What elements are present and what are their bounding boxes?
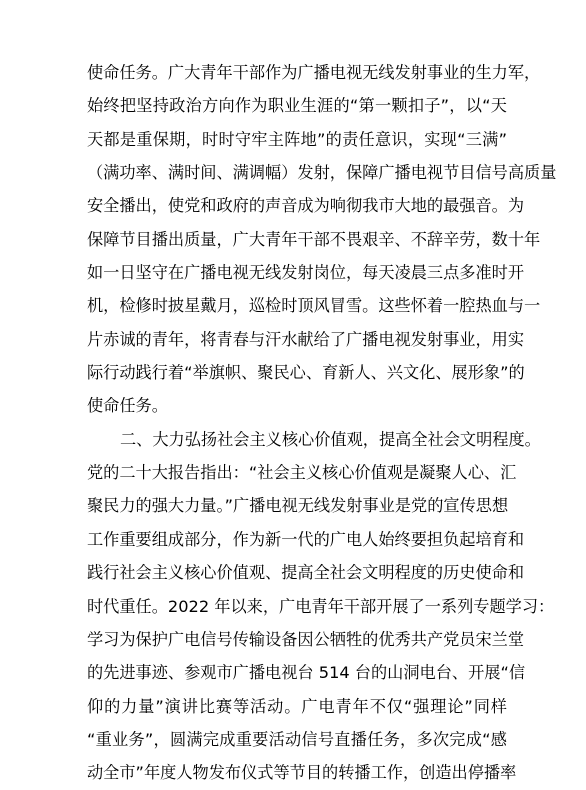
text-line: 践行社会主义核心价值观、提高全社会文明程度的历史使命和 <box>87 563 525 583</box>
text-line: 机，检修时披星戴月，巡检时顶风冒雪。这些怀着一腔热血与一 <box>87 296 541 316</box>
text-line: 天都是重保期，时时守牢主阵地”的责任意识，实现“三满” <box>87 129 507 149</box>
text-line: 始终把坚持政治方向作为职业生涯的“第一颗扣子”，以“天 <box>87 96 507 116</box>
text-line: 使命任务。广大青年干部作为广播电视无线发射事业的生力军， <box>87 63 541 82</box>
text-line: 际行动践行着“举旗帜、聚民心、育新人、兴文化、展形象”的 <box>87 363 525 383</box>
text-line: 动全市”年度人物发布仪式等节目的转播工作，创造出停播率 <box>87 763 517 783</box>
text-line: （满功率、满时间、满调幅）发射，保障广播电视节目信号高质量 <box>87 163 557 183</box>
text-line: 如一日坚守在广播电视无线发射岗位，每天凌晨三点多准时开 <box>87 263 525 283</box>
text-line: 仰的力量”演讲比赛等活动。广电青年不仅“强理论”同样 <box>87 696 507 716</box>
text-line: 聚民力的强大力量。”广播电视无线发射事业是党的宣传思想 <box>87 496 509 516</box>
text-line: 工作重要组成部分，作为新一代的广电人始终要担负起培育和 <box>87 529 525 549</box>
text-line: 保障节目播出质量，广大青年干部不畏艰辛、不辞辛劳，数十年 <box>87 229 541 249</box>
text-line: 的先进事迹、参观市广播电视台 514 台的山洞电台、开展“信 <box>87 663 526 683</box>
text-line: 党的二十大报告指出：“社会主义核心价值观是凝聚人心、汇 <box>87 463 517 483</box>
section-heading-line: 二、大力弘扬社会主义核心价值观，提高全社会文明程度。 <box>120 429 541 449</box>
text-line: 片赤诚的青年，将青春与汗水献给了广播电视发射事业，用实 <box>87 329 525 349</box>
text-line: 时代重任。2022 年以来，广电青年干部开展了一系列专题学习： <box>87 596 555 616</box>
text-line: 安全播出，使党和政府的声音成为响彻我市大地的最强音。为 <box>87 196 525 216</box>
text-line: “重业务”，圆满完成重要活动信号直播任务，多次完成“感 <box>87 729 507 749</box>
text-line: 使命任务。 <box>87 396 168 416</box>
body-text <box>87 56 557 790</box>
text-line: 学习为保护广电信号传输设备因公牺牲的优秀共产党员宋兰堂 <box>87 629 525 649</box>
